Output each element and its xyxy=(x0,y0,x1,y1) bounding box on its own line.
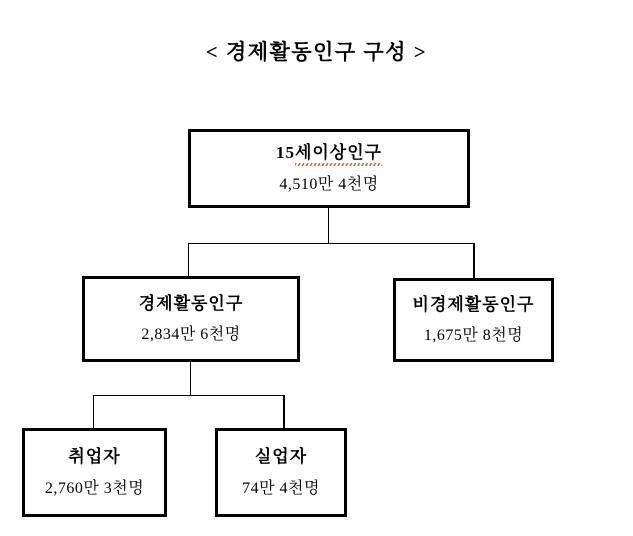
node-unemployed-persons xyxy=(215,428,347,517)
node-value: 74만 4천명 xyxy=(242,479,320,497)
node-label-prefix: 15 xyxy=(275,143,295,163)
node-value: 1,675만 8천명 xyxy=(423,327,524,345)
connector-drop-active xyxy=(188,243,190,277)
node-label: 비경제활동인구 xyxy=(412,294,535,314)
connector-root-stem xyxy=(328,208,330,244)
connector-active-stem xyxy=(190,362,192,396)
node-economically-inactive-population xyxy=(393,278,554,362)
diagram-title: < 경제활동인구 구성 > xyxy=(205,40,428,64)
node-value: 4,510만 4천명 xyxy=(279,175,379,193)
node-economically-active-population xyxy=(82,276,300,362)
node-label: 취업자 xyxy=(68,447,121,467)
node-population-15-and-over xyxy=(188,129,470,208)
node-label xyxy=(276,143,382,163)
connector-drop-inactive xyxy=(473,243,475,279)
node-label-spellcheck-underline: 세이상인구 xyxy=(294,143,383,163)
connector-active-crossbar xyxy=(93,395,285,397)
connector-root-crossbar xyxy=(188,243,475,245)
connector-drop-unemployed xyxy=(283,395,285,429)
node-label: 실업자 xyxy=(254,447,308,467)
node-value: 2,834만 6천명 xyxy=(141,326,241,344)
node-label: 경제활동인구 xyxy=(138,293,244,313)
connector-drop-employed xyxy=(93,395,95,429)
node-value: 2,760만 3천명 xyxy=(44,479,145,497)
node-employed-persons xyxy=(22,428,167,517)
